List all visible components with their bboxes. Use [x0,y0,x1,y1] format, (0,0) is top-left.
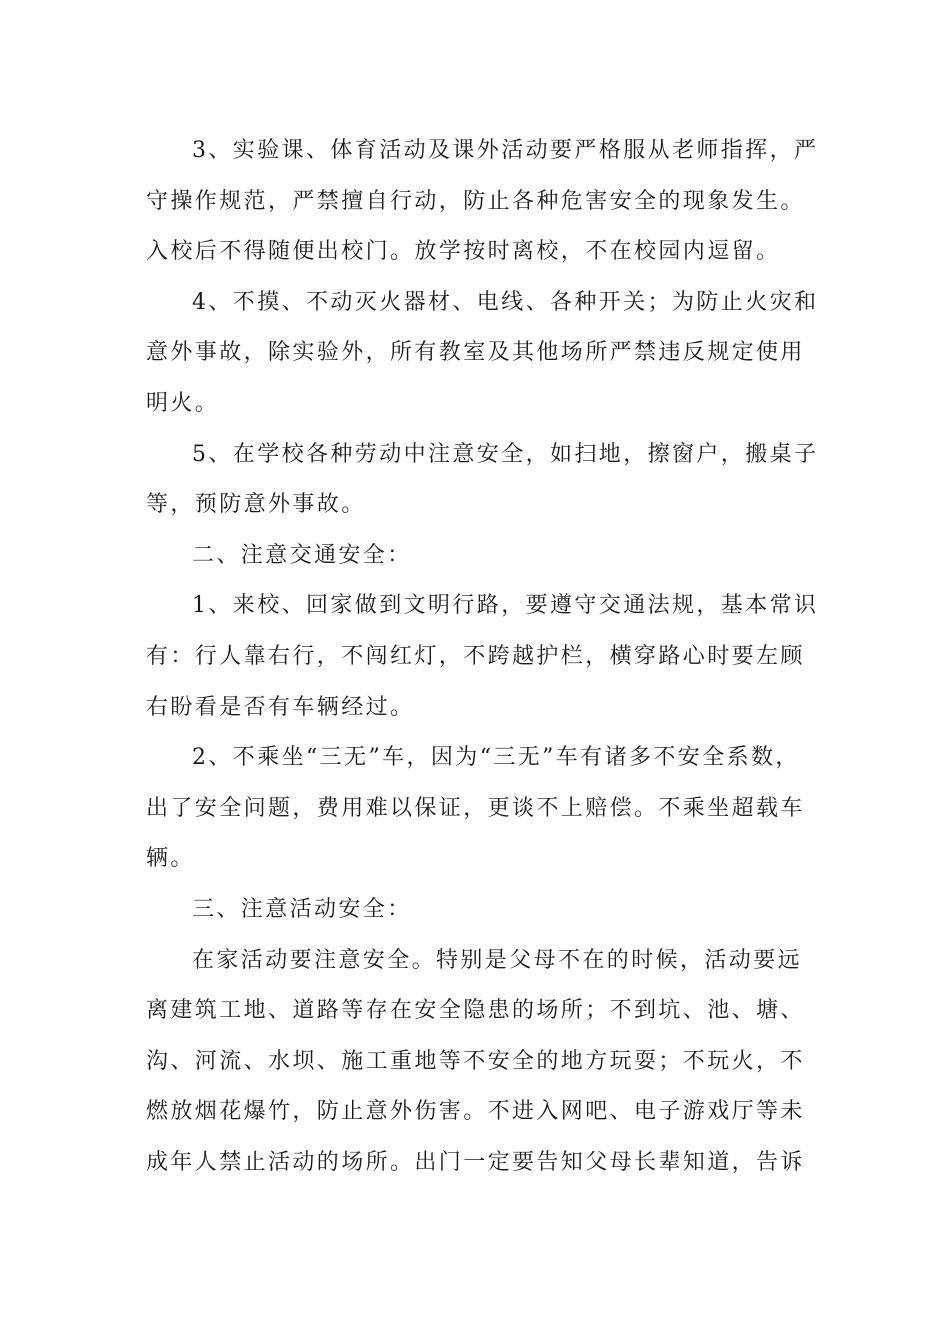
text-line: 1、来校、回家做到文明行路，要遵守交通法规，基本常识 [192,593,819,619]
text-line: 4、不摸、不动灭火器材、电线、各种开关；为防止火灾和 [192,289,819,315]
text-line: 守操作规范，严禁擅自行动，防止各种危害安全的现象发生。 [146,188,805,214]
text-line: 3、实验课、体育活动及课外活动要严格服从老师指挥，严 [192,138,819,163]
text-line: 燃放烟花爆竹，防止意外伤害。不进入网吧、电子游戏厅等未 [146,1099,805,1125]
text-line: 有：行人靠右行，不闯红灯，不跨越护栏，横穿路心时要左顾 [146,643,805,669]
text-line: 辆。 [146,846,195,872]
text-line: 明火。 [146,390,220,416]
text-line: 等，预防意外事故。 [146,492,366,518]
document-body [146,126,826,1188]
text-line: 出了安全问题，费用难以保证，更谈不上赔偿。不乘坐超载车 [146,795,805,821]
text-line: 意外事故，除实验外，所有教室及其他场所严禁违反规定使用 [146,340,805,366]
text-line: 在家活动要注意安全。特别是父母不在的时候，活动要远 [192,947,803,973]
text-line: 沟、河流、水坝、施工重地等不安全的地方玩耍；不玩火，不 [146,1048,805,1074]
section-heading: 三、注意活动安全： [192,896,412,922]
text-line: 2、不乘坐“三无”车，因为“三无”车有诸多不安全系数， [192,745,800,771]
text-line: 成年人禁止活动的场所。出门一定要告知父母长辈知道，告诉 [146,1149,805,1175]
text-line: 入校后不得随便出校门。放学按时离校，不在校园内逗留。 [146,239,781,265]
text-line: 右盼看是否有车辆经过。 [146,694,415,720]
text-line: 离建筑工地、道路等存在安全隐患的场所；不到坑、池、塘、 [146,998,805,1024]
section-heading: 二、注意交通安全： [192,542,412,568]
text-line: 5、在学校各种劳动中注意安全，如扫地，擦窗户，搬桌子 [192,441,819,467]
